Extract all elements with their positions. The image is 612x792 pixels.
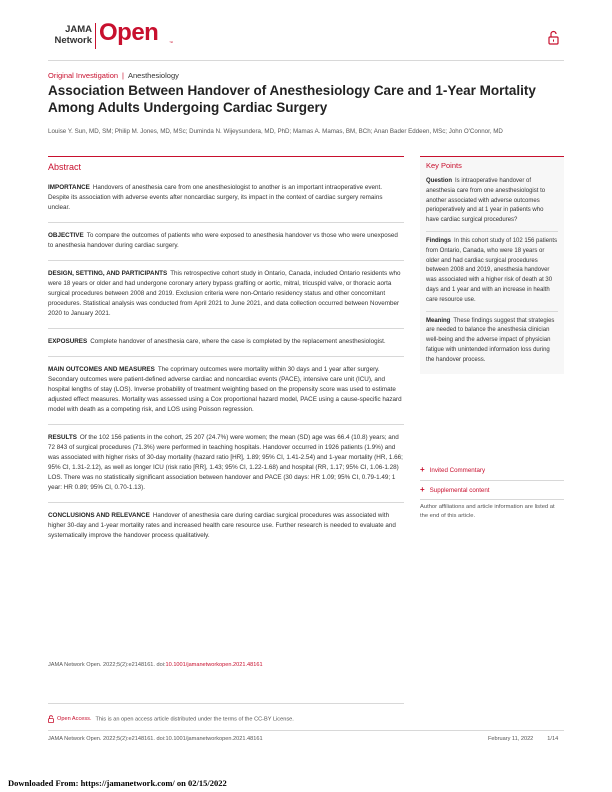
supplemental-content-link[interactable] <box>420 485 490 495</box>
invited-commentary-link[interactable] <box>420 465 485 475</box>
footer-rule <box>48 730 564 731</box>
logo-wordmark <box>48 24 92 46</box>
header-rule <box>48 60 564 61</box>
abstract-objective <box>48 231 404 261</box>
article-kicker <box>48 71 179 81</box>
key-point-label: Findings <box>426 237 451 244</box>
author-list: Louise Y. Sun, MD, SM; Philip M. Jones, MD, MSc; Duminda N. Wijeysundera, MD, PhD; Mamas A. Mamas, BM, BCh; Anan Bader Eddeen, MSc; John O'Connor, MD <box>48 128 503 135</box>
abstract-importance <box>48 183 404 223</box>
download-stamp: Downloaded From: https://jamanetwork.com/ on 02/15/2022 <box>8 778 227 788</box>
key-point-question <box>426 177 558 232</box>
kicker-separator: | <box>122 71 124 80</box>
section-label: MAIN OUTCOMES AND MEASURES <box>48 366 155 373</box>
citation-doi-link[interactable]: 10.1001/jamanetworkopen.2021.48161 <box>165 662 263 668</box>
abstract-outcomes <box>48 365 404 425</box>
abstract-conclusions <box>48 511 404 550</box>
key-point-text: In this cohort study of 102 156 patients from Ontario, Canada, who were 18 years or older and had cardiac surgical procedures between 2008 and 2019, anesthesia handover was associated with a higher risk of death at 30 days and 1 year and with an increase in health care resource use. <box>426 237 558 303</box>
open-access-text: This is an open access article distributed under the terms of the CC-BY License. <box>95 716 294 723</box>
section-text: The coprimary outcomes were mortality within 30 days and 1 year after surgery. Secondary outcomes were patient-defined adverse cardiac and noncardiac events (PACE), intensive care unit (ICU), and hospital lengths of stay (LOS). Inverse probability of treatment weighting based on the propensity score was used to estimate adjusted effect measures. Mortality was assessed using a Cox proportional hazard model, PACE using a cause-specific hazard model with death as a competing risk, and LOS using Poisson regression. <box>48 366 402 413</box>
invited-commentary-label: Invited Commentary <box>429 467 486 474</box>
key-point-text: These findings suggest that strategies are needed to balance the anesthesia clinician well-being and the adverse impact of physician fatigue with unintended information loss during the handover process. <box>426 317 555 363</box>
citation-rule <box>48 703 404 704</box>
key-points-box <box>420 156 564 374</box>
abstract-design <box>48 269 404 329</box>
plus-icon: + <box>420 465 425 474</box>
footer-date: February 11, 2022 <box>488 736 534 742</box>
logo-divider <box>95 23 96 49</box>
section-text: Complete handover of anesthesia care, where the case is completed by the replacement anesthesiologist. <box>90 338 386 345</box>
article-citation <box>48 661 408 669</box>
affiliations-note: Author affiliations and article information are listed at the end of this article. <box>420 504 555 519</box>
section-text: This retrospective cohort study in Ontario, Canada, included Ontario residents who were 18 years or older and had undergone coronary artery bypass grafting or aortic, mitral, tricuspid valve, or thoracic aorta surgical procedures between 2008 and 2019. Exclusion criteria were non-Ontario residency status and other concomitant procedures. Statistical analysis was conducted from April 2021 to June 2021, and data collection occurred between November 2020 to January 2021. <box>48 270 401 317</box>
open-access-lock-icon <box>48 715 54 723</box>
supplemental-content-label: Supplemental content <box>429 487 490 494</box>
section-text: Handovers of anesthesia care from one anesthesiologist to another is an important intraoperative event. Despite its association with adverse events after noncardiac surgery, its impact in the context of cardiac surgery remains unclear. <box>48 184 383 211</box>
section-label: DESIGN, SETTING, AND PARTICIPANTS <box>48 270 168 277</box>
article-type[interactable]: Original Investigation <box>48 71 119 80</box>
key-point-meaning <box>426 317 558 366</box>
key-point-label: Question <box>426 178 453 184</box>
logo-trademark: ™ <box>169 40 173 45</box>
key-point-text: Is intraoperative handover of anesthesia care from one anesthesiologist to another associated with adverse outcomes perioperatively and at 1 year in patients who have cardiac surgical procedures? <box>426 178 546 224</box>
citation-text: JAMA Network Open. 2022;5(2):e2148161. doi: <box>48 662 166 668</box>
sidebar-rule <box>420 480 564 481</box>
key-point-findings <box>426 237 558 312</box>
article-title: Association Between Handover of Anesthesiology Care and 1-Year Mortality Among Adults Undergoing Cardiac Surgery <box>48 83 536 115</box>
logo-line-network: Network <box>54 35 92 46</box>
section-label: OBJECTIVE <box>48 232 84 239</box>
key-points-heading: Key Points <box>426 161 462 170</box>
section-text: Of the 102 156 patients in the cohort, 25 207 (24.7%) were women; the mean (SD) age was 66.4 (10.8) years; and 72 843 of surgical procedures (71.3%) were performed in teaching hospitals. Handover occurred in 1926 patients (1.9%) and was associated with higher risks of 30-day mortality (hazard ratio [HR], 1.89; 95% CI, 1.41-2.54) and 1-year mortality (HR, 1.66; 95% CI, 1.31-2.12), as well as longer ICU (risk ratio [RR], 1.43; 95% CI, 1.22-1.68) and hospital (RR, 1.17; 95% CI, 1.06-1.28) LOS. There was no statistically significant association between handover and PACE (30 days: HR 1.09; 95% CI, 0.79-1.49; 1 year: HR 0.89; 95% CI, 0.70-1.13). <box>48 434 403 491</box>
key-point-label: Meaning <box>426 317 451 324</box>
abstract-panel <box>48 156 404 558</box>
section-label: EXPOSURES <box>48 338 88 345</box>
section-label: RESULTS <box>48 434 77 441</box>
plus-icon: + <box>420 485 425 494</box>
sidebar-rule <box>420 499 564 500</box>
logo-open: Open <box>99 19 159 46</box>
section-label: IMPORTANCE <box>48 184 90 191</box>
logo-line-jama: JAMA <box>65 24 92 35</box>
footer-citation: JAMA Network Open. 2022;5(2):e2148161. doi:10.1001/jamanetworkopen.2021.48161 <box>48 736 263 742</box>
abstract-heading: Abstract <box>48 162 82 172</box>
lock-icon <box>548 30 559 45</box>
open-access-label[interactable]: Open Access. <box>57 716 92 723</box>
abstract-results <box>48 433 404 503</box>
abstract-exposures <box>48 337 404 357</box>
section-text: Handover of anesthesia care during cardiac surgical procedures was associated with higher 30-day and 1-year mortality rates and increased health care resource use. Further research is needed to evaluate and systematically improve the handover process qualitatively. <box>48 512 396 539</box>
section-text: To compare the outcomes of patients who were exposed to anesthesia handover vs those who were unexposed to anesthesia handover during cardiac surgery. <box>48 232 398 249</box>
open-access-notice <box>48 715 294 723</box>
article-section[interactable]: Anesthesiology <box>128 71 179 80</box>
section-label: CONCLUSIONS AND RELEVANCE <box>48 512 150 519</box>
footer-page-number: 1/14 <box>547 736 559 742</box>
footer-meta <box>488 735 558 743</box>
